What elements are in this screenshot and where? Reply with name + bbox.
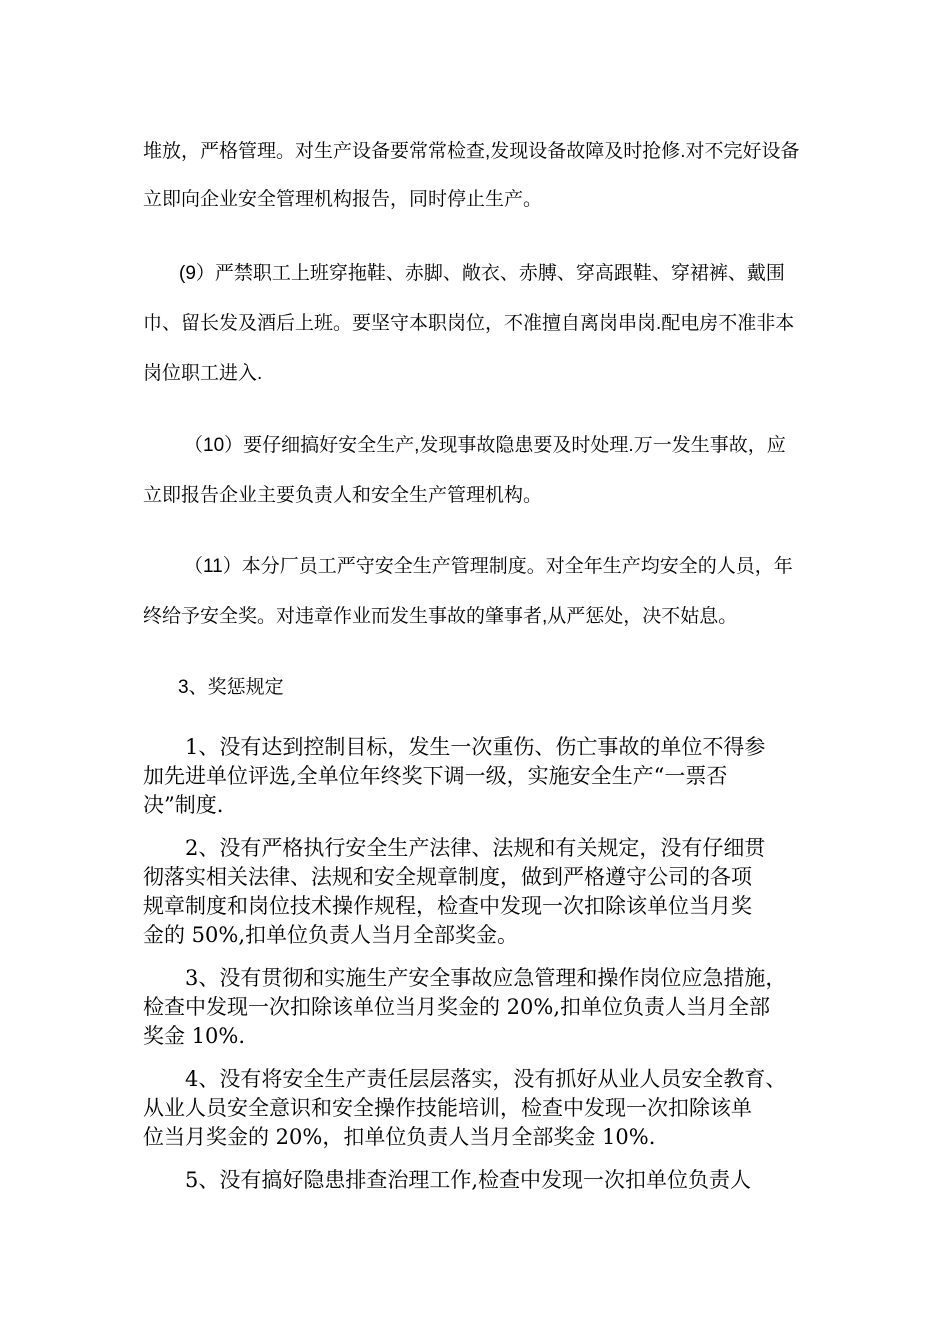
text-line: 决”制度. — [143, 793, 224, 817]
text-line: 加先进单位评选,全单位年终奖下调一级，实施安全生产“一票否 — [143, 764, 728, 788]
text-line: 规章制度和岗位技术操作规程，检查中发现一次扣除该单位当月奖 — [143, 894, 752, 918]
text-line: 巾、留长发及酒后上班。要坚守本职岗位，不准擅自离岗串岗.配电房不准非本 — [143, 313, 795, 334]
text-line: 立即向企业安全管理机构报告，同时停止生产。 — [143, 189, 543, 210]
text-line: 2、没有严格执行安全生产法律、法规和有关规定，没有仔细贯 — [185, 836, 766, 860]
text-line: 立即报告企业主要负责人和安全生产管理机构。 — [143, 485, 543, 506]
text-line: 5、没有搞好隐患排查治理工作,检查中发现一次扣单位负责人 — [185, 1168, 752, 1192]
text-line: 4、没有将安全生产责任层层落实，没有抓好从业人员安全教育、 — [185, 1067, 787, 1091]
text-line: 堆放，严格管理。对生产设备要常常检查,发现设备故障及时抢修.对不完好设备 — [143, 141, 800, 162]
section-heading: 3、奖惩规定 — [178, 677, 284, 698]
text-line: 终给予安全奖。对违章作业而发生事故的肇事者,从严惩处，决不姑息。 — [143, 606, 738, 627]
text-line: （11）本分厂员工严守安全生产管理制度。对全年生产均安全的人员，年 — [184, 556, 793, 577]
text-line: （10）要仔细搞好安全生产,发现事故隐患要及时处理.万一发生事故，应 — [184, 435, 786, 456]
text-line: 检查中发现一次扣除该单位当月奖金的 20%,扣单位负责人当月全部 — [143, 995, 771, 1019]
text-line: 奖金 10%. — [143, 1024, 246, 1048]
text-line: 岗位职工进入. — [143, 363, 263, 384]
text-line: 位当月奖金的 20%，扣单位负责人当月全部奖金 10%. — [143, 1125, 656, 1149]
text-line: 彻落实相关法律、法规和安全规章制度，做到严格遵守公司的各项 — [143, 865, 752, 889]
text-line: 从业人员安全意识和安全操作技能培训，检查中发现一次扣除该单 — [143, 1096, 752, 1120]
text-line: (9）严禁职工上班穿拖鞋、赤脚、敞衣、赤膊、穿高跟鞋、穿裙裤、戴围 — [179, 263, 785, 284]
text-line: 1、没有达到控制目标，发生一次重伤、伤亡事故的单位不得参 — [185, 735, 766, 759]
text-line: 3、没有贯彻和实施生产安全事故应急管理和操作岗位应急措施， — [185, 966, 787, 990]
text-line: 金的 50%,扣单位负责人当月全部奖金。 — [143, 923, 519, 947]
